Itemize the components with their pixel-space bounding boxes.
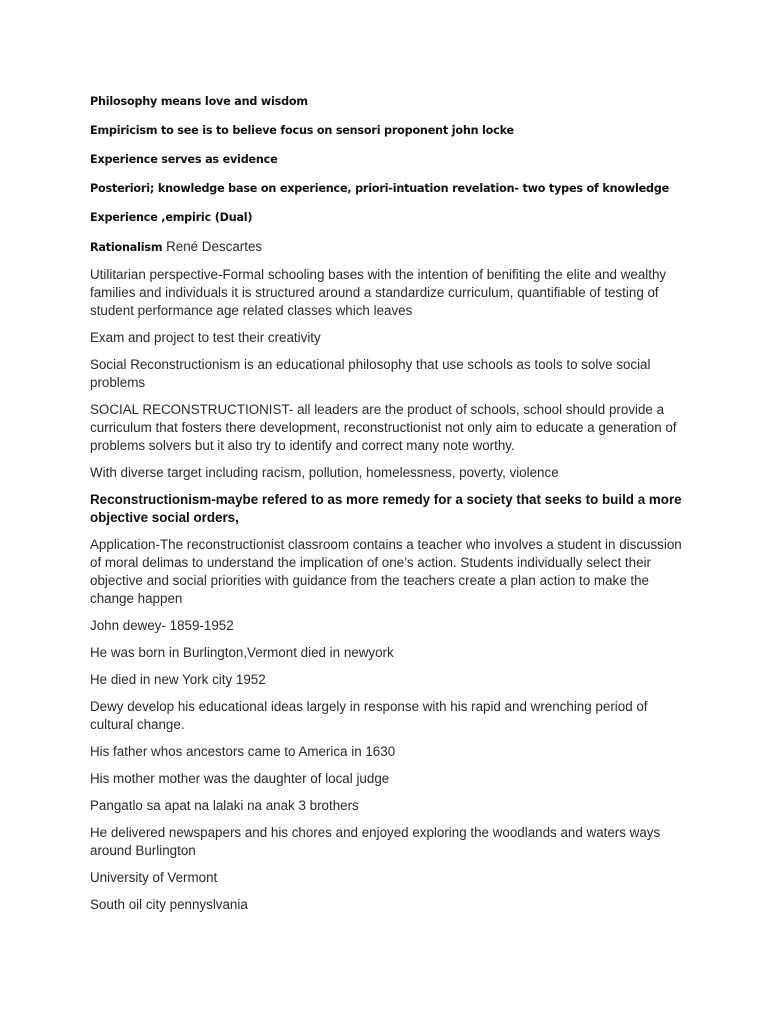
bold-statement: Reconstructionism-maybe refered to as more remedy for a society that seeks to build a more objective social orders,	[90, 492, 682, 525]
body-utilitarian: Utilitarian perspective-Formal schooling bases with the intention of benifiting the elite and wealthy families and individuals it is structured around a standardize curriculum, quantifiable of testing of student performance age related classes which leaves	[90, 267, 667, 318]
tail-father: His father whos ancestors came to America in 1630	[90, 744, 396, 759]
tail-john-dewey: John dewey- 1859-1952	[90, 618, 234, 633]
tail-dewy-develop: Dewy develop his educational ideas largely in response with his rapid and wrenching period of cultural change.	[90, 699, 648, 732]
body-exam: Exam and project to test their creativity	[90, 330, 321, 345]
rationalism-name: René Descartes	[166, 239, 263, 254]
tail-application: Application-The reconstructionist classroom contains a teacher who involves a student in discussion of moral delimas to understand the implication of one’s action. Students individually select their objective and social priorities with guidance from the teachers create a plan action to make the change happen	[90, 537, 682, 606]
note-philosophy: Philosophy means love and wisdom	[90, 95, 308, 108]
tail-south-oil-city: South oil city pennyslvania	[90, 897, 248, 912]
body-social-reconstructionist: SOCIAL RECONSTRUCTIONIST- all leaders are the product of schools, school should provide a curriculum that fosters there development, reconstructionist not only aim to educate a generation of problems solvers but it also try to identify and correct many note worthy.	[90, 402, 677, 453]
tail-died: He died in new York city 1952	[90, 672, 266, 687]
tail-mother: His mother mother was the daughter of local judge	[90, 771, 390, 786]
tail-university: University of Vermont	[90, 870, 218, 885]
tail-pangatlo: Pangatlo sa apat na lalaki na anak 3 brothers	[90, 798, 359, 813]
tail-born: He was born in Burlington,Vermont died in newyork	[90, 645, 394, 660]
tail-newspapers: He delivered newspapers and his chores and enjoyed exploring the woodlands and waters ways around Burlington	[90, 825, 661, 858]
rationalism-label: Rationalism	[90, 241, 163, 254]
body-social-reconstructionism: Social Reconstructionism is an educational philosophy that use schools as tools to solve social problems	[90, 357, 651, 390]
note-experience-empiric: Experience ,empiric (Dual)	[90, 211, 253, 224]
note-experience-evidence: Experience serves as evidence	[90, 153, 278, 166]
body-diverse-target: With diverse target including racism, pollution, homelessness, poverty, violence	[90, 465, 559, 480]
note-rationalism	[90, 238, 690, 257]
note-empiricism: Empiricism to see is to believe focus on sensori proponent john locke	[90, 124, 514, 137]
document-page	[90, 93, 690, 923]
note-posteriori: Posteriori; knowledge base on experience, priori-intuation revelation- two types of knowledge	[90, 182, 670, 195]
